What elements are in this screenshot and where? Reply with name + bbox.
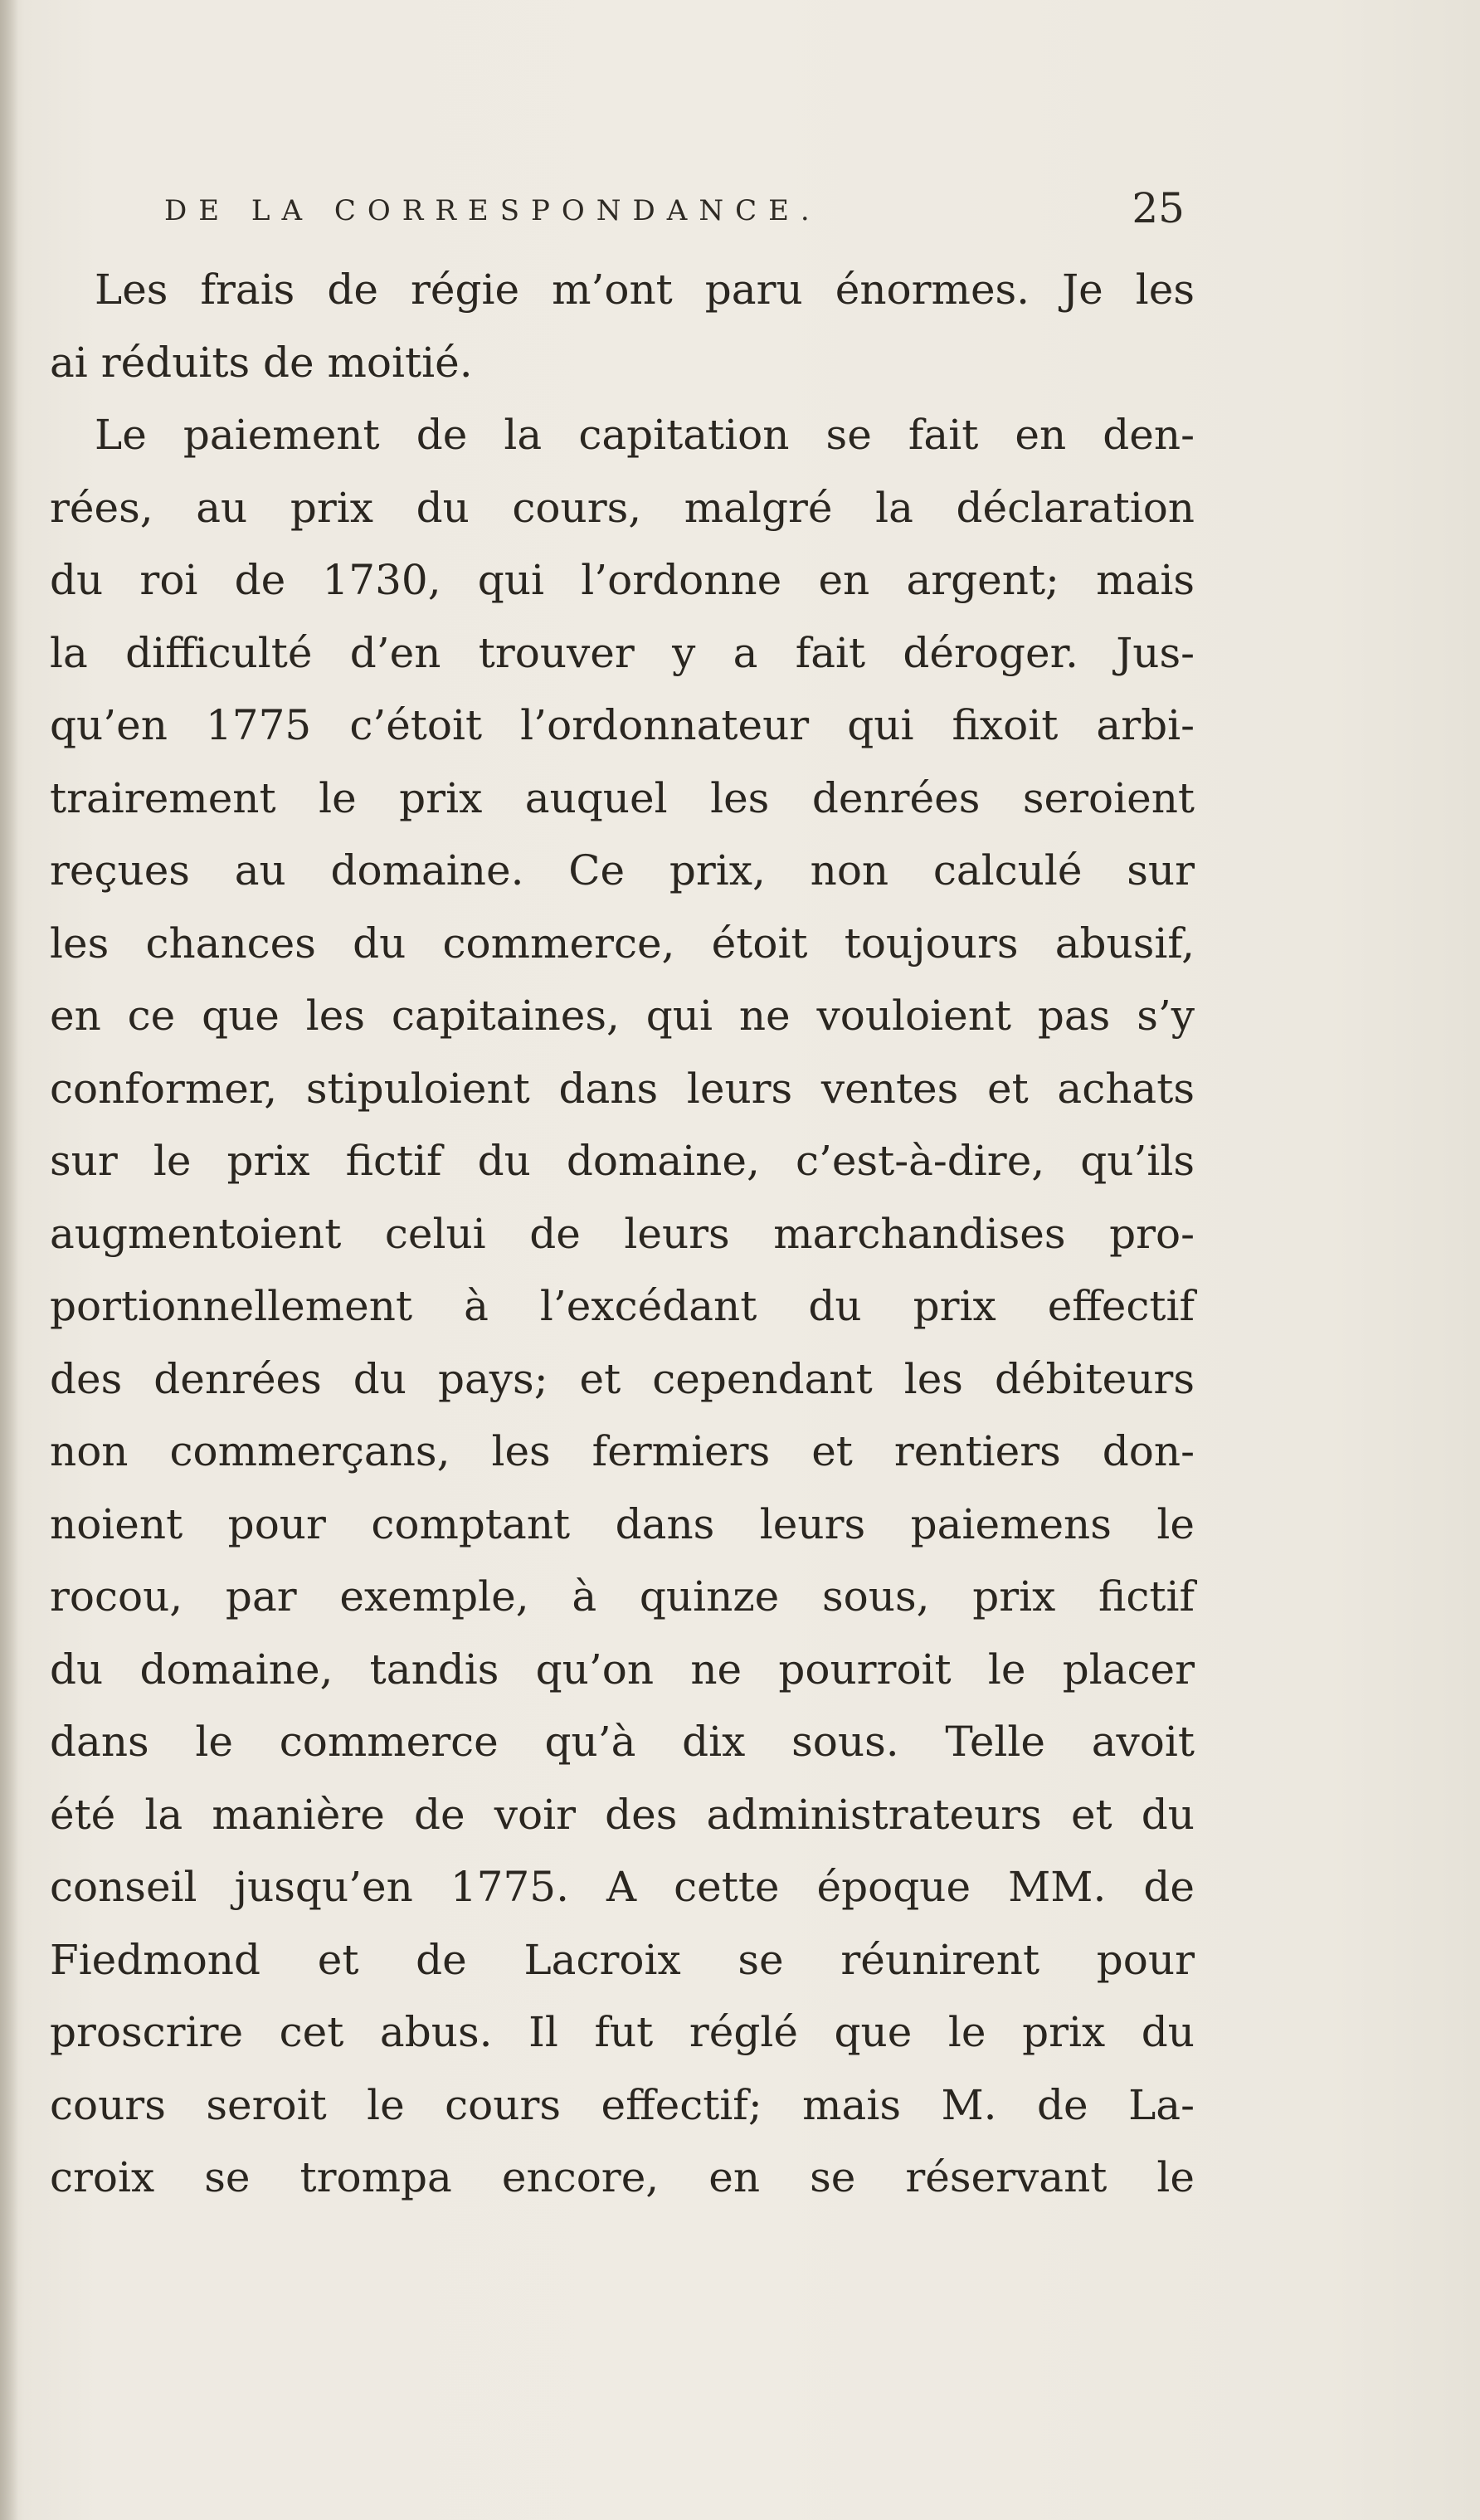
text-line: dans le commerce qu’à dix sous. Telle avoit [50,1718,1195,1766]
text-line: non commerçans, les fermiers et rentiers don- [50,1427,1195,1475]
text-line: rocou, par exemple, à quinze sous, prix fictif [50,1572,1195,1621]
text-line: noient pour comptant dans leurs paiemens le [50,1499,1195,1548]
page-header [164,184,1185,242]
text-line: cours seroit le cours effectif; mais M. de La- [50,2080,1195,2129]
text-line: du roi de 1730, qui l’ordonne en argent; mais [50,556,1195,604]
text-line: ai réduits de moitié. [50,338,473,387]
text-line: qu’en 1775 c’étoit l’ordonnateur qui fixoit arbi- [50,701,1195,749]
text-line: des denrées du pays; et cependant les débiteurs [50,1354,1195,1403]
text-line: Le paiement de la capitation se fait en den- [95,411,1195,459]
text-line: les chances du commerce, étoit toujours abusif, [50,919,1195,968]
text-line: conseil jusqu’en 1775. A cette époque MM. de [50,1863,1195,1911]
text-line: augmentoient celui de leurs marchandises pro- [50,1209,1195,1258]
text-line: sur le prix fictif du domaine, c’est-à-dire, qu’ils [50,1137,1195,1185]
binding-gutter [0,0,18,2520]
text-line: en ce que les capitaines, qui ne vouloient pas s’y [50,992,1195,1040]
text-line: été la manière de voir des administrateurs et du [50,1790,1195,1839]
text-line: du domaine, tandis qu’on ne pourroit le placer [50,1645,1195,1694]
page-number: 25 [1132,184,1185,232]
text-line: proscrire cet abus. Il fut réglé que le prix du [50,2008,1195,2056]
text-line: trairement le prix auquel les denrées seroient [50,773,1195,822]
running-head: DE LA CORRESPONDANCE. [164,194,821,227]
text-line: Les frais de régie m’ont paru énormes. Je les [95,266,1195,314]
text-line: portionnellement à l’excédant du prix effectif [50,1282,1195,1330]
text-line: Fiedmond et de Lacroix se réunirent pour [50,1935,1195,1984]
text-line: reçues au domaine. Ce prix, non calculé sur [50,846,1195,894]
text-line: conformer, stipuloient dans leurs ventes et achats [50,1064,1195,1113]
text-line: la difficulté d’en trouver y a fait déroger. Jus- [50,628,1195,677]
text-line: rées, au prix du cours, malgré la déclaration [50,483,1195,532]
text-line: croix se trompa encore, en se réservant le [50,2153,1195,2201]
body-text [50,254,1195,2215]
